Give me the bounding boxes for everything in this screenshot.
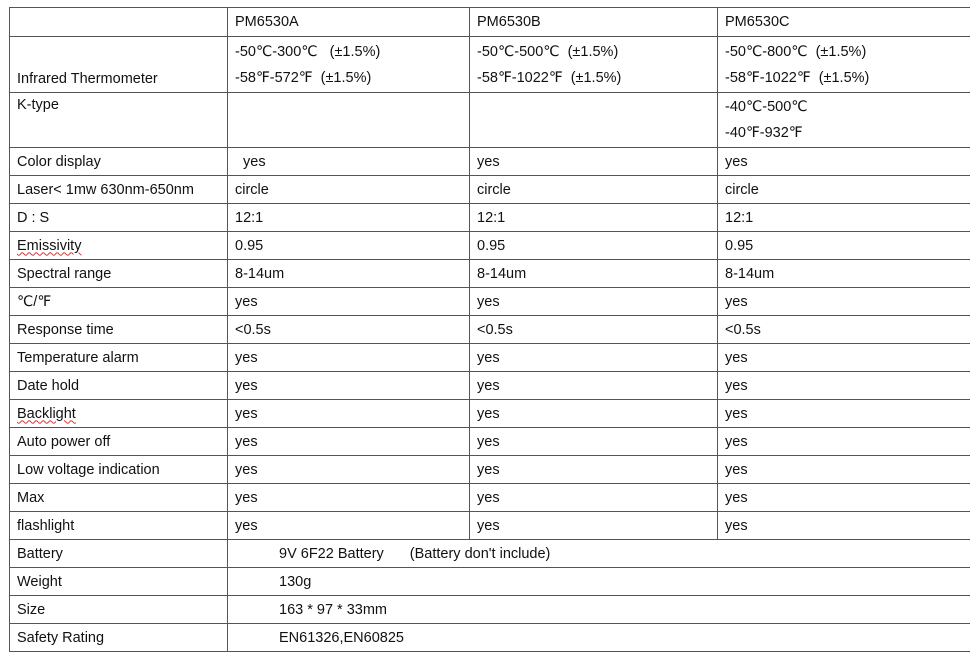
battery-value-cell xyxy=(228,540,970,568)
weight-row xyxy=(10,568,970,596)
header-blank-cell xyxy=(10,8,228,37)
row-label: D : S xyxy=(10,204,228,232)
row-value-b: 12:1 xyxy=(470,204,718,232)
row-label: Date hold xyxy=(10,372,228,400)
table-row xyxy=(10,288,970,316)
table-row xyxy=(10,484,970,512)
ktype-label: K-type xyxy=(10,93,228,148)
table-row xyxy=(10,176,970,204)
header-row xyxy=(10,8,970,37)
row-label xyxy=(10,400,228,428)
table-row xyxy=(10,372,970,400)
size-label: Size xyxy=(10,596,228,624)
ktype-row xyxy=(10,93,970,148)
row-value-b: yes xyxy=(470,344,718,372)
infrared-a-fahrenheit: -58℉-572℉ (±1.5%) xyxy=(235,69,372,86)
row-value-c: yes xyxy=(718,148,970,176)
model-b-header: PM6530B xyxy=(470,8,718,37)
table-row xyxy=(10,316,970,344)
row-value-c: <0.5s xyxy=(718,316,970,344)
row-value-b: yes xyxy=(470,372,718,400)
row-label: Auto power off xyxy=(10,428,228,456)
row-value-b: yes xyxy=(470,428,718,456)
row-label: Temperature alarm xyxy=(10,344,228,372)
row-value-a: yes xyxy=(228,400,470,428)
row-value-a xyxy=(228,148,470,176)
row-value-b: yes xyxy=(470,400,718,428)
row-label: Response time xyxy=(10,316,228,344)
weight-value: 130g xyxy=(228,568,970,596)
row-value-a: 0.95 xyxy=(228,232,470,260)
row-value-a: yes xyxy=(228,456,470,484)
infrared-c-fahrenheit: -58℉-1022℉ (±1.5%) xyxy=(725,69,870,86)
infrared-c-cell xyxy=(718,37,970,93)
row-value-b: circle xyxy=(470,176,718,204)
infrared-label: Infrared Thermometer xyxy=(10,37,228,93)
row-value-a: 8-14um xyxy=(228,260,470,288)
safety-rating-value: EN61326,EN60825 xyxy=(228,624,970,652)
model-c-header: PM6530C xyxy=(718,8,970,37)
ktype-b-cell xyxy=(470,93,718,148)
row-value-b: yes xyxy=(470,484,718,512)
row-value-b: yes xyxy=(470,288,718,316)
infrared-b-cell xyxy=(470,37,718,93)
row-value-c: yes xyxy=(718,344,970,372)
row-value-c: yes xyxy=(718,288,970,316)
ktype-c-celsius: -40℃-500℃ xyxy=(725,99,808,115)
row-value-c: yes xyxy=(718,484,970,512)
table-row xyxy=(10,204,970,232)
row-label: Low voltage indication xyxy=(10,456,228,484)
row-value-a: yes xyxy=(228,512,470,540)
battery-note: (Battery don't include) xyxy=(409,545,551,562)
emissivity-label: Emissivity xyxy=(17,237,82,254)
model-a-header: PM6530A xyxy=(228,8,470,37)
table-row xyxy=(10,456,970,484)
ktype-a-cell xyxy=(228,93,470,148)
infrared-c-celsius: -50℃-800℃ (±1.5%) xyxy=(725,43,867,60)
table-row xyxy=(10,428,970,456)
backlight-label: Backlight xyxy=(17,405,76,422)
row-value-c: 0.95 xyxy=(718,232,970,260)
row-value-c: yes xyxy=(718,372,970,400)
infrared-a-celsius: -50℃-300℃ (±1.5%) xyxy=(235,43,381,60)
row-value-a: yes xyxy=(228,428,470,456)
table-row xyxy=(10,232,970,260)
row-label: Laser< 1mw 630nm-650nm xyxy=(10,176,228,204)
spec-table xyxy=(9,7,970,652)
infrared-row xyxy=(10,37,970,93)
size-row xyxy=(10,596,970,624)
row-value-c: yes xyxy=(718,456,970,484)
row-value-a: yes xyxy=(228,372,470,400)
row-label xyxy=(10,232,228,260)
row-value-a: circle xyxy=(228,176,470,204)
infrared-a-cell xyxy=(228,37,470,93)
row-label: Spectral range xyxy=(10,260,228,288)
row-value-b: 8-14um xyxy=(470,260,718,288)
table-row xyxy=(10,148,970,176)
row-value-a: yes xyxy=(228,288,470,316)
row-value-c: yes xyxy=(718,428,970,456)
row-value-b: <0.5s xyxy=(470,316,718,344)
row-value-b: 0.95 xyxy=(470,232,718,260)
row-label: Color display xyxy=(10,148,228,176)
safety-rating-label: Safety Rating xyxy=(10,624,228,652)
ktype-c-fahrenheit: -40℉-932℉ xyxy=(725,125,803,141)
row-value-a: yes xyxy=(228,344,470,372)
row-label: Max xyxy=(10,484,228,512)
row-label: ℃/℉ xyxy=(10,288,228,316)
battery-label: Battery xyxy=(10,540,228,568)
safety-rating-row xyxy=(10,624,970,652)
color-display-a-value: yes xyxy=(243,153,266,170)
battery-row xyxy=(10,540,970,568)
weight-label: Weight xyxy=(10,568,228,596)
row-value-c: yes xyxy=(718,512,970,540)
row-value-a: 12:1 xyxy=(228,204,470,232)
table-row xyxy=(10,400,970,428)
row-value-b: yes xyxy=(470,512,718,540)
infrared-b-celsius: -50℃-500℃ (±1.5%) xyxy=(477,43,619,60)
row-label: flashlight xyxy=(10,512,228,540)
table-row xyxy=(10,260,970,288)
row-value-c: 12:1 xyxy=(718,204,970,232)
size-value: 163 * 97 * 33mm xyxy=(228,596,970,624)
table-row xyxy=(10,344,970,372)
battery-value: 9V 6F22 Battery xyxy=(279,545,384,562)
row-value-c: 8-14um xyxy=(718,260,970,288)
row-value-c: yes xyxy=(718,400,970,428)
ktype-c-cell xyxy=(718,93,970,148)
row-value-b: yes xyxy=(470,456,718,484)
table-row xyxy=(10,512,970,540)
row-value-a: <0.5s xyxy=(228,316,470,344)
row-value-a: yes xyxy=(228,484,470,512)
row-value-c: circle xyxy=(718,176,970,204)
infrared-b-fahrenheit: -58℉-1022℉ (±1.5%) xyxy=(477,69,622,86)
row-value-b: yes xyxy=(470,148,718,176)
